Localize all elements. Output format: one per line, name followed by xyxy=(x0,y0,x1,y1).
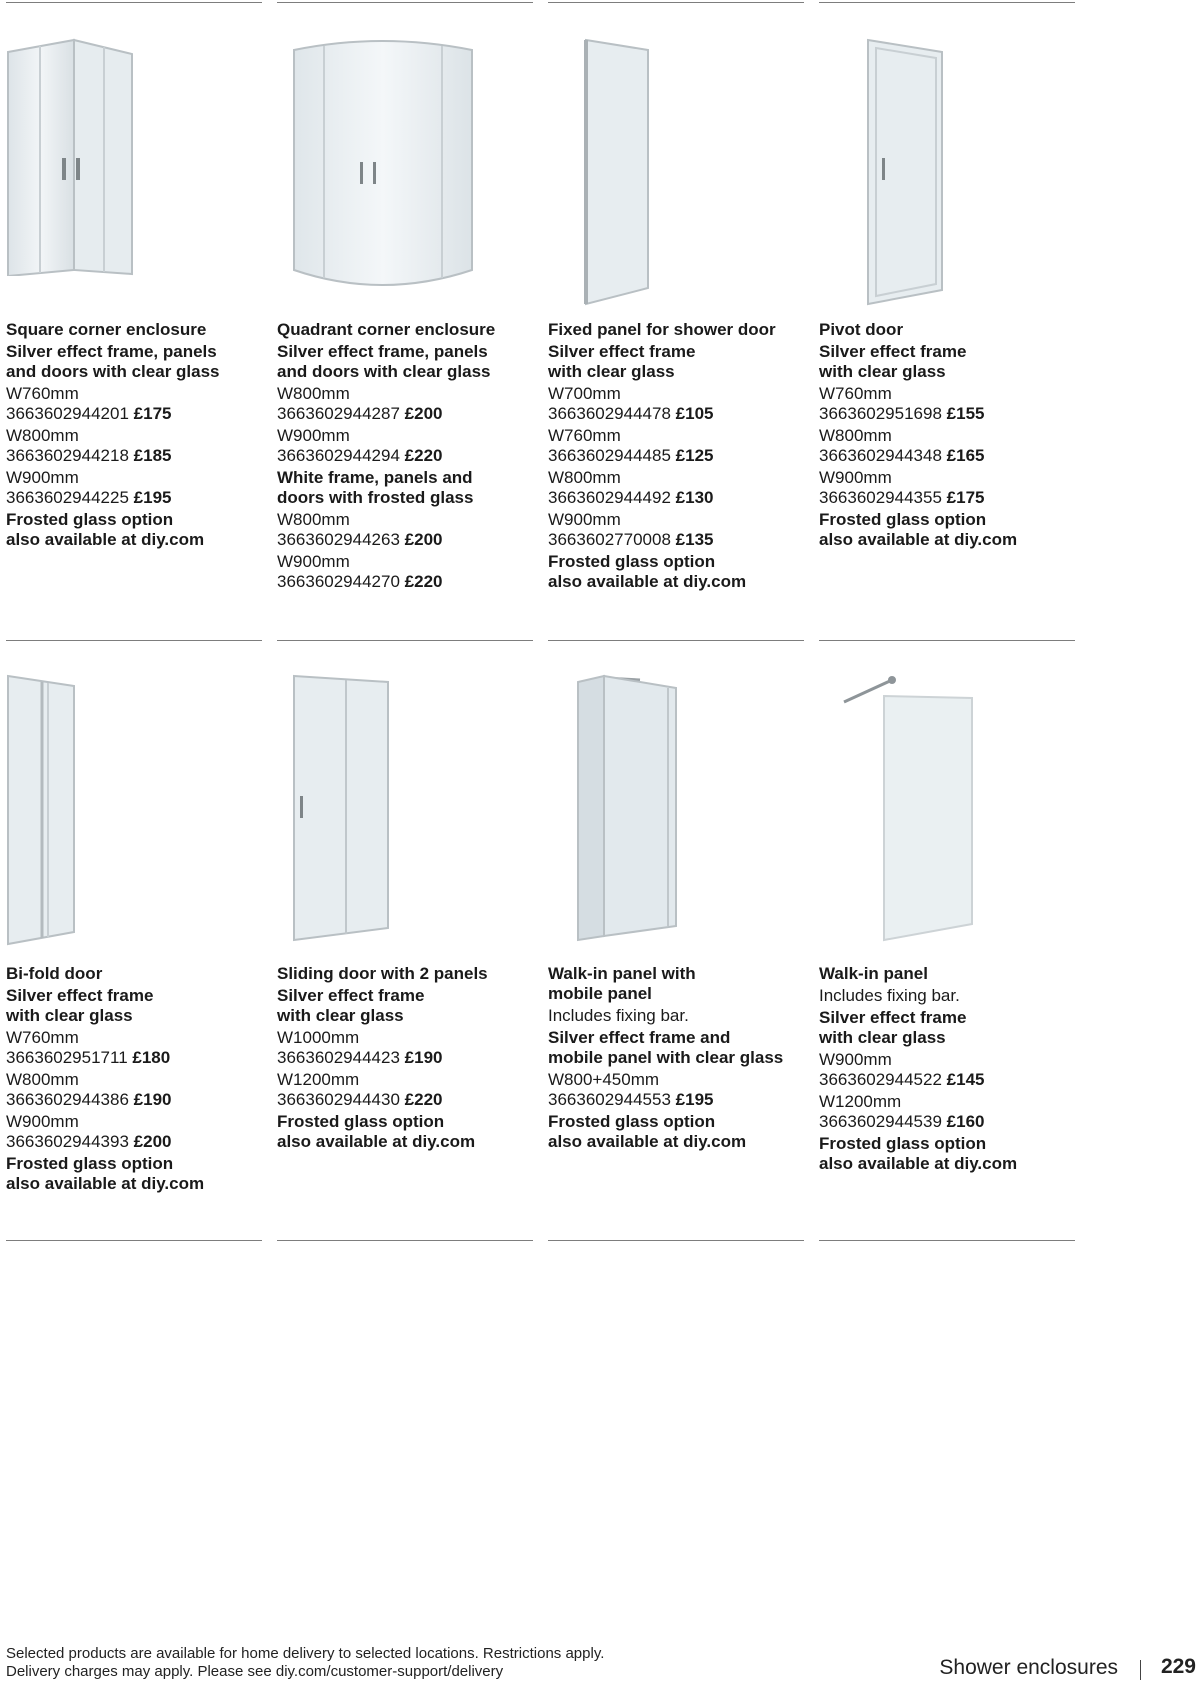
variant-size: W1000mm xyxy=(277,1028,360,1047)
product-variant xyxy=(548,510,806,550)
availability-note: Frosted glass option also available at diy.com xyxy=(277,1112,476,1151)
variant-price: £155 xyxy=(946,404,985,423)
product-description: Silver effect frame with clear glass xyxy=(819,342,967,381)
variant-code: 3663602944218 xyxy=(6,446,129,465)
variant-price: £220 xyxy=(404,1090,443,1109)
availability-note: Frosted glass option also available at diy.com xyxy=(548,552,747,591)
product-variant xyxy=(819,384,1077,424)
variant-code: 3663602944423 xyxy=(277,1048,400,1067)
product-variant xyxy=(277,1070,535,1110)
product-name: Fixed panel for shower door xyxy=(548,320,776,339)
variant-size: W700mm xyxy=(548,384,621,403)
product-description: Silver effect frame, panels and doors with clear glass xyxy=(277,342,491,381)
rule-mid-1 xyxy=(6,640,262,641)
variant-size: W1200mm xyxy=(819,1092,902,1111)
variant-price: £220 xyxy=(404,572,443,591)
variant-size: W900mm xyxy=(6,468,79,487)
rule-top-1 xyxy=(6,2,262,3)
rule-bottom-3 xyxy=(548,1240,804,1241)
walk-in-mobile-panel-image xyxy=(574,674,680,942)
product-variant xyxy=(548,384,806,424)
bi-fold-door-image xyxy=(4,674,78,946)
variant-size: W800mm xyxy=(277,384,350,403)
variant-code: 3663602944294 xyxy=(277,446,400,465)
variant-code: 3663602944393 xyxy=(6,1132,129,1151)
variant-size: W1200mm xyxy=(277,1070,360,1089)
availability-note: Frosted glass option also available at diy.com xyxy=(6,1154,205,1193)
product-description-alt: White frame, panels and doors with frosted glass xyxy=(277,468,474,507)
variant-code: 3663602944263 xyxy=(277,530,400,549)
variant-code: 3663602944539 xyxy=(819,1112,942,1131)
variant-code: 3663602951698 xyxy=(819,404,942,423)
product-walk-in-mobile-panel xyxy=(548,964,806,1152)
product-variant xyxy=(6,468,264,508)
product-square-corner-enclosure xyxy=(6,320,264,550)
variant-size: W800mm xyxy=(6,426,79,445)
variant-size: W800mm xyxy=(819,426,892,445)
variant-code: 3663602944386 xyxy=(6,1090,129,1109)
variant-size: W760mm xyxy=(819,384,892,403)
delivery-note-line-1: Selected products are available for home delivery to selected locations. Restrictions apply. xyxy=(6,1645,605,1662)
variant-size: W800mm xyxy=(548,468,621,487)
variant-code: 3663602944522 xyxy=(819,1070,942,1089)
product-description: Silver effect frame with clear glass xyxy=(548,342,696,381)
variant-price: £220 xyxy=(404,446,443,465)
variant-price: £200 xyxy=(404,530,443,549)
product-variant xyxy=(819,1092,1077,1132)
product-description: Silver effect frame with clear glass xyxy=(277,986,425,1025)
sliding-door-image xyxy=(290,674,392,942)
variant-code: 3663602944492 xyxy=(548,488,671,507)
variant-code: 3663602944430 xyxy=(277,1090,400,1109)
variant-size: W760mm xyxy=(548,426,621,445)
product-variant xyxy=(6,426,264,466)
pivot-door-image xyxy=(864,38,946,306)
variant-price: £145 xyxy=(946,1070,985,1089)
product-fixed-panel xyxy=(548,320,806,592)
variant-size: W800+450mm xyxy=(548,1070,660,1089)
rule-bottom-4 xyxy=(819,1240,1075,1241)
product-variant xyxy=(6,1070,264,1110)
product-description: Silver effect frame with clear glass xyxy=(6,986,154,1025)
product-name: Sliding door with 2 panels xyxy=(277,964,488,983)
variant-code: 3663602944287 xyxy=(277,404,400,423)
product-name: Bi-fold door xyxy=(6,964,103,983)
product-name: Walk-in panel with mobile panel xyxy=(548,964,696,1003)
variant-size: W800mm xyxy=(6,1070,79,1089)
variant-size: W900mm xyxy=(6,1112,79,1131)
product-variant xyxy=(6,1028,264,1068)
variant-size: W760mm xyxy=(6,1028,79,1047)
variant-price: £180 xyxy=(132,1048,171,1067)
rule-mid-3 xyxy=(548,640,804,641)
variant-size: W900mm xyxy=(277,426,350,445)
variant-price: £165 xyxy=(946,446,985,465)
delivery-note xyxy=(6,1645,604,1681)
walk-in-panel-image xyxy=(842,674,976,944)
product-name: Square corner enclosure xyxy=(6,320,207,339)
rule-mid-4 xyxy=(819,640,1075,641)
variant-price: £195 xyxy=(133,488,172,507)
quadrant-enclosure-image xyxy=(290,38,476,300)
variant-price: £105 xyxy=(675,404,714,423)
availability-note: Frosted glass option also available at diy.com xyxy=(819,1134,1018,1173)
square-enclosure-image xyxy=(4,38,136,276)
variant-size: W900mm xyxy=(819,1050,892,1069)
variant-size: W900mm xyxy=(819,468,892,487)
variant-size: W900mm xyxy=(277,552,350,571)
product-variant xyxy=(277,1028,535,1068)
product-name: Pivot door xyxy=(819,320,904,339)
page-number: 229 xyxy=(1160,1655,1196,1678)
product-sliding-door xyxy=(277,964,535,1152)
product-variant xyxy=(6,1112,264,1152)
variant-code: 3663602944348 xyxy=(819,446,942,465)
rule-top-4 xyxy=(819,2,1075,3)
variant-code: 3663602770008 xyxy=(548,530,671,549)
variant-code: 3663602944201 xyxy=(6,404,129,423)
variant-price: £190 xyxy=(404,1048,443,1067)
rule-top-3 xyxy=(548,2,804,3)
rule-bottom-2 xyxy=(277,1240,533,1241)
product-variant xyxy=(819,468,1077,508)
rule-mid-2 xyxy=(277,640,533,641)
product-pivot-door xyxy=(819,320,1077,550)
product-variant xyxy=(6,384,264,424)
product-variant xyxy=(819,426,1077,466)
section-title: Shower enclosures xyxy=(939,1656,1118,1679)
variant-price: £190 xyxy=(133,1090,172,1109)
rule-top-2 xyxy=(277,2,533,3)
rule-bottom-1 xyxy=(6,1240,262,1241)
variant-code: 3663602944225 xyxy=(6,488,129,507)
variant-size: W800mm xyxy=(277,510,350,529)
product-note: Includes fixing bar. xyxy=(548,1006,689,1025)
variant-code: 3663602951711 xyxy=(6,1048,128,1067)
product-variant xyxy=(277,510,535,550)
product-description: Silver effect frame and mobile panel with clear glass xyxy=(548,1028,784,1067)
product-quadrant-corner-enclosure xyxy=(277,320,535,594)
variant-price: £175 xyxy=(946,488,985,507)
product-description: Silver effect frame with clear glass xyxy=(819,1008,967,1047)
product-name: Walk-in panel xyxy=(819,964,928,983)
product-description: Silver effect frame, panels and doors with clear glass xyxy=(6,342,220,381)
product-variant xyxy=(277,552,535,592)
variant-code: 3663602944270 xyxy=(277,572,400,591)
availability-note: Frosted glass option also available at diy.com xyxy=(548,1112,747,1151)
product-variant xyxy=(819,1050,1077,1090)
variant-price: £195 xyxy=(675,1090,714,1109)
availability-note: Frosted glass option also available at diy.com xyxy=(819,510,1018,549)
variant-price: £135 xyxy=(675,530,714,549)
variant-code: 3663602944355 xyxy=(819,488,942,507)
product-bi-fold-door xyxy=(6,964,264,1194)
variant-price: £130 xyxy=(675,488,714,507)
product-variant xyxy=(277,426,535,466)
availability-note: Frosted glass option also available at diy.com xyxy=(6,510,205,549)
fixed-panel-image xyxy=(578,38,652,306)
variant-price: £200 xyxy=(133,1132,172,1151)
footer-divider xyxy=(1140,1660,1141,1680)
product-variant xyxy=(548,426,806,466)
product-variant xyxy=(277,384,535,424)
variant-size: W900mm xyxy=(548,510,621,529)
product-variant xyxy=(548,1070,806,1110)
variant-price: £175 xyxy=(133,404,172,423)
variant-price: £125 xyxy=(675,446,714,465)
variant-code: 3663602944553 xyxy=(548,1090,671,1109)
variant-code: 3663602944485 xyxy=(548,446,671,465)
product-note: Includes fixing bar. xyxy=(819,986,960,1005)
delivery-note-line-2: Delivery charges may apply. Please see diy.com/customer-support/delivery xyxy=(6,1663,504,1680)
product-walk-in-panel xyxy=(819,964,1077,1174)
variant-price: £185 xyxy=(133,446,172,465)
product-variant xyxy=(548,468,806,508)
variant-price: £200 xyxy=(404,404,443,423)
variant-code: 3663602944478 xyxy=(548,404,671,423)
variant-price: £160 xyxy=(946,1112,985,1131)
product-name: Quadrant corner enclosure xyxy=(277,320,496,339)
variant-size: W760mm xyxy=(6,384,79,403)
